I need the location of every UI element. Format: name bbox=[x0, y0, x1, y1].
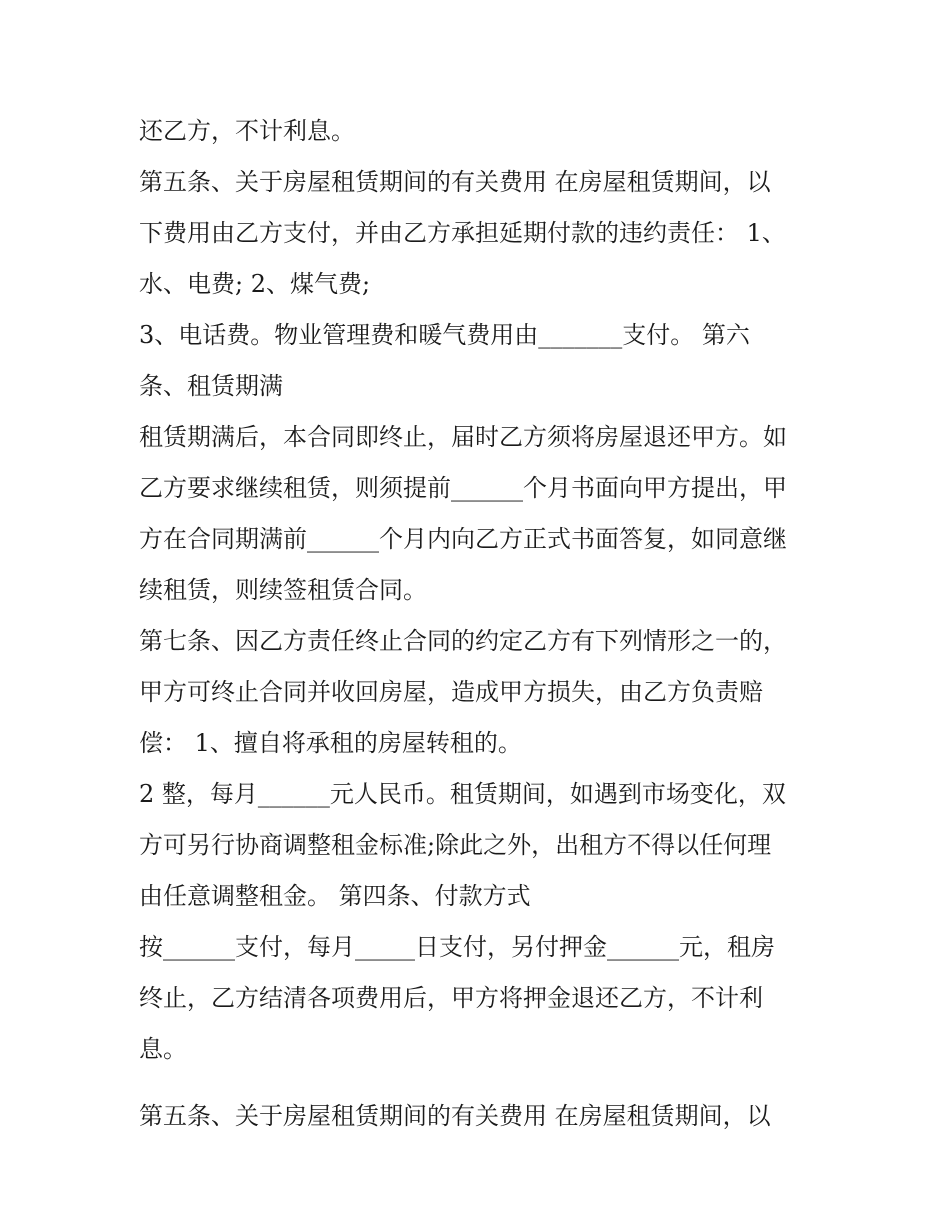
text-line: 第七条、因乙方责任终止合同的约定乙方有下列情形之一的， bbox=[139, 627, 787, 655]
text-line: 下费用由乙方支付，并由乙方承担延期付款的违约责任： 1、 bbox=[139, 219, 786, 247]
text-line: 方在合同期满前______个月内向乙方正式书面答复，如同意继 bbox=[139, 525, 787, 553]
text-line: 甲方可终止合同并收回房屋，造成甲方损失，由乙方负责赔 bbox=[139, 678, 763, 706]
text-line: 续租赁，则续签租赁合同。 bbox=[139, 576, 427, 604]
text-line: 条、租赁期满 bbox=[139, 372, 283, 400]
text-line: 乙方要求继续租赁，则须提前______个月书面向甲方提出，甲 bbox=[139, 474, 787, 502]
text-line: 由任意调整租金。 第四条、付款方式 bbox=[139, 882, 531, 910]
text-line: 按______支付，每月_____日支付，另付押金______元，租房 bbox=[139, 933, 775, 961]
text-line: 水、电费; 2、煤气费; bbox=[139, 270, 371, 298]
text-line: 偿： 1、擅自将承租的房屋转租的。 bbox=[139, 729, 522, 757]
text-line: 第五条、关于房屋租赁期间的有关费用 在房屋租赁期间，以 bbox=[139, 1102, 771, 1130]
text-line: 3、电话费。物业管理费和暖气费用由_______支付。 第六 bbox=[139, 321, 750, 349]
text-line: 方可另行协商调整租金标准;除此之外，出租方不得以任何理 bbox=[139, 831, 772, 859]
text-line: 息。 bbox=[139, 1035, 187, 1063]
text-line: 2 整，每月______元人民币。租赁期间，如遇到市场变化，双 bbox=[139, 780, 786, 808]
text-line: 租赁期满后，本合同即终止，届时乙方须将房屋退还甲方。如 bbox=[139, 423, 787, 451]
text-line: 还乙方，不计利息。 bbox=[139, 117, 355, 145]
text-line: 第五条、关于房屋租赁期间的有关费用 在房屋租赁期间，以 bbox=[139, 168, 771, 196]
contract-text bbox=[139, 106, 829, 1142]
text-line: 终止，乙方结清各项费用后，甲方将押金退还乙方，不计利 bbox=[139, 984, 763, 1012]
paragraph-gap bbox=[139, 1075, 829, 1091]
